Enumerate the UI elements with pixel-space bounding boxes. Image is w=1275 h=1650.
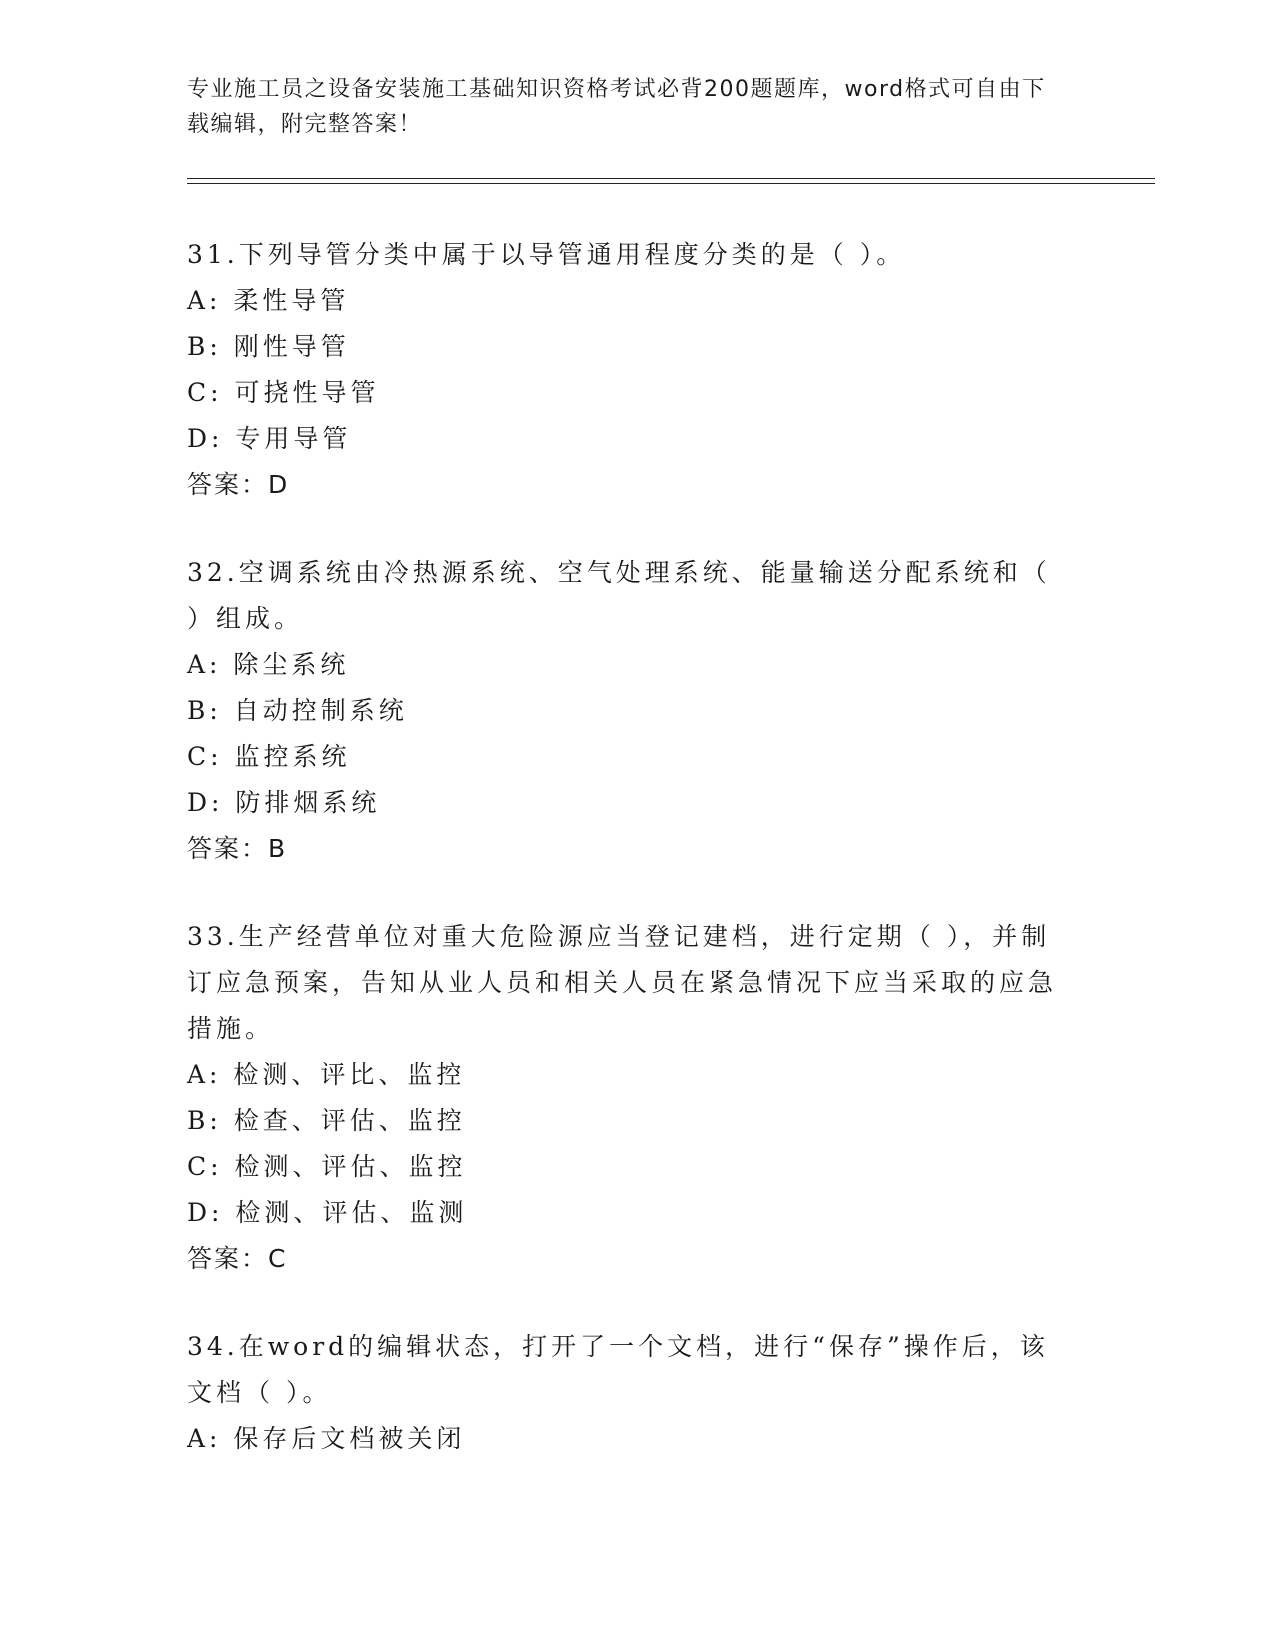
option-c: C: 可挠性导管 <box>187 378 380 407</box>
option-b: B: 自动控制系统 <box>187 696 408 725</box>
option-c: C: 监控系统 <box>187 742 351 771</box>
option-b: B: 刚性导管 <box>187 332 350 361</box>
option-a: A: 保存后文档被关闭 <box>187 1424 466 1453</box>
header-divider-top <box>187 178 1155 179</box>
question-title: 33.生产经营单位对重大危险源应当登记建档，进行定期（ ），并制订应急预案，告知从业人员和相关人员在紧急情况下应当采取的应急措施。 <box>187 922 1058 1043</box>
option-a: A: 检测、评比、监控 <box>187 1060 466 1089</box>
question-31 <box>187 232 1067 508</box>
question-title: 34.在word的编辑状态，打开了一个文档，进行“保存”操作后，该文档（ ）。 <box>187 1332 1049 1407</box>
question-title: 32.空调系统由冷热源系统、空气处理系统、能量输送分配系统和（ ）组成。 <box>187 558 1051 633</box>
question-title: 31.下列导管分类中属于以导管通用程度分类的是（ ）。 <box>187 240 906 269</box>
option-b: B: 检查、评估、监控 <box>187 1106 466 1135</box>
question-list <box>187 232 1067 1504</box>
question-33 <box>187 914 1067 1282</box>
answer: 答案：B <box>187 834 288 863</box>
document-header: 专业施工员之设备安装施工基础知识资格考试必背200题题库，word格式可自由下载编辑，附完整答案！ <box>187 77 1046 137</box>
answer: 答案：D <box>187 470 290 499</box>
answer: 答案：C <box>187 1244 288 1273</box>
question-32 <box>187 550 1067 872</box>
question-34 <box>187 1324 1067 1462</box>
option-d: D: 防排烟系统 <box>187 788 381 817</box>
option-a: A: 柔性导管 <box>187 286 350 315</box>
option-d: D: 专用导管 <box>187 424 352 453</box>
header-divider-bottom <box>187 183 1155 184</box>
option-d: D: 检测、评估、监测 <box>187 1198 468 1227</box>
option-c: C: 检测、评估、监控 <box>187 1152 467 1181</box>
option-a: A: 除尘系统 <box>187 650 350 679</box>
